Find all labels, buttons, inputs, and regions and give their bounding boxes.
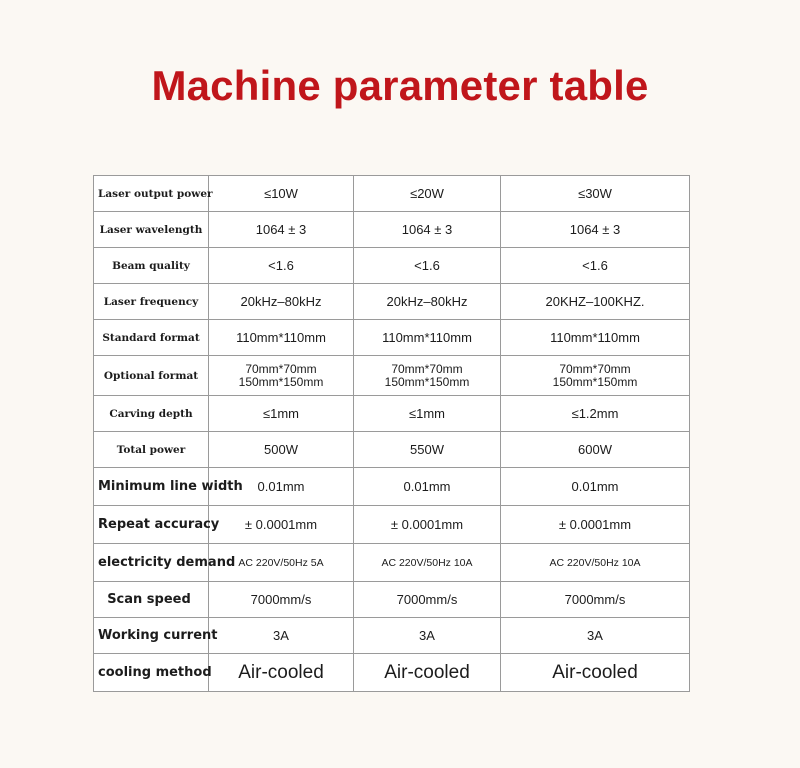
table-row-laser-output-power xyxy=(94,176,690,212)
cell-value: 0.01mm xyxy=(501,468,690,506)
cell-value: ≤1.2mm xyxy=(501,396,690,432)
cell-value: ≤1mm xyxy=(354,396,501,432)
cell-value: ± 0.0001mm xyxy=(501,506,690,544)
cell-value: ± 0.0001mm xyxy=(354,506,501,544)
cell-value: 3A xyxy=(354,618,501,654)
cell-value: Air-cooled xyxy=(501,654,690,692)
parameter-table xyxy=(93,175,690,692)
cell-line: 70mm*70mm xyxy=(559,361,631,376)
cell-value: Air-cooled xyxy=(354,654,501,692)
cell-value: ≤20W xyxy=(354,176,501,212)
cell-value: 7000mm/s xyxy=(501,582,690,618)
cell-value: 20KHZ–100KHZ. xyxy=(501,284,690,320)
table-row-laser-wavelength xyxy=(94,212,690,248)
cell-value: 0.01mm xyxy=(209,468,354,506)
table-row-scan-speed xyxy=(94,582,690,618)
cell-value: ≤10W xyxy=(209,176,354,212)
table-row-optional-format xyxy=(94,356,690,396)
table-row-cooling-method xyxy=(94,654,690,692)
cell-value: ± 0.0001mm xyxy=(209,506,354,544)
row-label: Beam quality xyxy=(94,248,209,284)
cell-value: <1.6 xyxy=(354,248,501,284)
table-row-laser-frequency xyxy=(94,284,690,320)
cell-value xyxy=(501,356,690,396)
cell-value: AC 220V/50Hz 10A xyxy=(354,544,501,582)
row-label: Carving depth xyxy=(94,396,209,432)
table-row-electricity-demand xyxy=(94,544,690,582)
row-label: Optional format xyxy=(94,356,209,396)
table-row-minimum-line-width xyxy=(94,468,690,506)
cell-value: 3A xyxy=(501,618,690,654)
table-row-repeat-accuracy xyxy=(94,506,690,544)
table-row-total-power xyxy=(94,432,690,468)
cell-value: 500W xyxy=(209,432,354,468)
cell-line: 70mm*70mm xyxy=(391,361,463,376)
cell-value: AC 220V/50Hz 5A xyxy=(209,544,354,582)
cell-value: ≤30W xyxy=(501,176,690,212)
row-label: Repeat accuracy xyxy=(94,506,209,544)
cell-value: 20kHz–80kHz xyxy=(354,284,501,320)
cell-value: 1064 ± 3 xyxy=(501,212,690,248)
cell-value: 7000mm/s xyxy=(209,582,354,618)
cell-value: 600W xyxy=(501,432,690,468)
cell-value: 1064 ± 3 xyxy=(354,212,501,248)
cell-value: 110mm*110mm xyxy=(209,320,354,356)
row-label: cooling method xyxy=(94,654,209,692)
cell-value: 0.01mm xyxy=(354,468,501,506)
cell-value: Air-cooled xyxy=(209,654,354,692)
row-label: Laser wavelength xyxy=(94,212,209,248)
page-title: Machine parameter table xyxy=(151,62,649,109)
cell-value: <1.6 xyxy=(209,248,354,284)
cell-value xyxy=(354,356,501,396)
table-row-standard-format xyxy=(94,320,690,356)
cell-line: 70mm*70mm xyxy=(245,361,317,376)
cell-line: 150mm*150mm xyxy=(238,374,324,389)
cell-value: AC 220V/50Hz 10A xyxy=(501,544,690,582)
row-label: Scan speed xyxy=(94,582,209,618)
row-label: Total power xyxy=(94,432,209,468)
row-label: Minimum line width xyxy=(94,468,209,506)
cell-value xyxy=(209,356,354,396)
cell-line: 150mm*150mm xyxy=(384,374,470,389)
table-row-beam-quality xyxy=(94,248,690,284)
row-label: Standard format xyxy=(94,320,209,356)
cell-value: <1.6 xyxy=(501,248,690,284)
cell-value: ≤1mm xyxy=(209,396,354,432)
table-row-carving-depth xyxy=(94,396,690,432)
cell-value: 550W xyxy=(354,432,501,468)
row-label: Laser output power xyxy=(94,176,209,212)
cell-value: 1064 ± 3 xyxy=(209,212,354,248)
cell-value: 20kHz–80kHz xyxy=(209,284,354,320)
table-row-working-current xyxy=(94,618,690,654)
cell-value: 3A xyxy=(209,618,354,654)
row-label: electricity demand xyxy=(94,544,209,582)
cell-value: 7000mm/s xyxy=(354,582,501,618)
cell-value: 110mm*110mm xyxy=(354,320,501,356)
row-label: Working current xyxy=(94,618,209,654)
cell-value: 110mm*110mm xyxy=(501,320,690,356)
cell-line: 150mm*150mm xyxy=(552,374,638,389)
row-label: Laser frequency xyxy=(94,284,209,320)
